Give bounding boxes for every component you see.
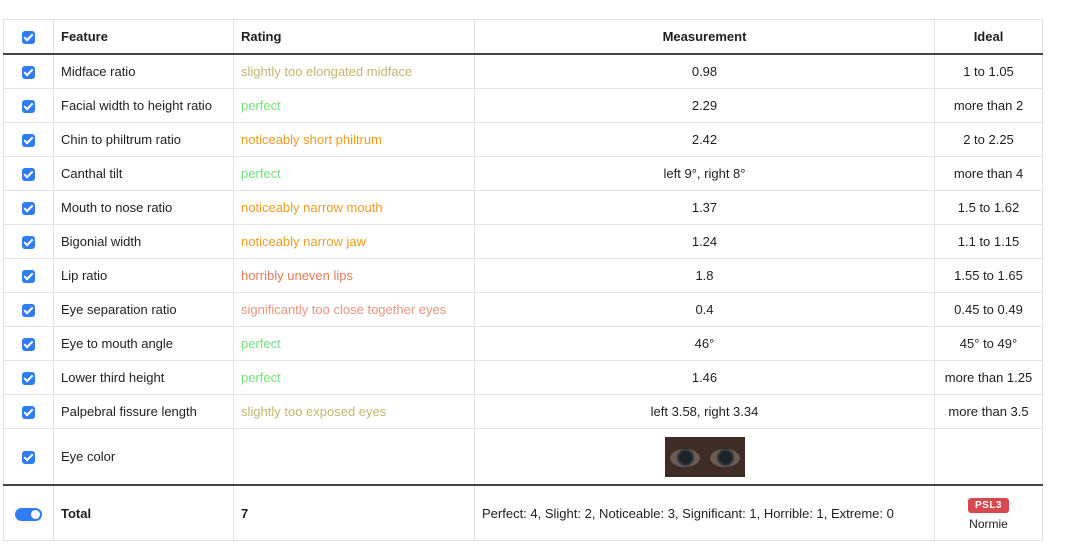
row-checkbox[interactable] [22,451,35,464]
ideal-cell [935,429,1043,486]
row-checkbox[interactable] [22,202,35,215]
row-checkbox-cell [4,54,54,89]
ideal-cell: 1 to 1.05 [935,54,1043,89]
measurement-cell: 2.42 [475,123,935,157]
feature-cell: Lower third height [54,361,234,395]
feature-cell: Facial width to height ratio [54,89,234,123]
rating-cell: perfect [234,361,475,395]
select-all-cell [4,20,54,55]
measurement-cell [475,429,935,486]
row-checkbox[interactable] [22,134,35,147]
header-feature[interactable]: Feature [54,20,234,55]
feature-cell: Lip ratio [54,259,234,293]
feature-table-container [3,19,1042,541]
measurement-cell: 2.29 [475,89,935,123]
row-checkbox-cell [4,89,54,123]
table-row [4,259,1043,293]
total-label: Total [54,485,234,541]
table-row [4,225,1043,259]
ideal-cell: more than 2 [935,89,1043,123]
table-header-row [4,20,1043,55]
table-row [4,157,1043,191]
row-checkbox-cell [4,225,54,259]
total-toggle-cell [4,485,54,541]
right-eye-image [705,437,745,477]
select-all-checkbox[interactable] [22,31,35,44]
rating-cell: slightly too elongated midface [234,54,475,89]
measurement-cell: 1.8 [475,259,935,293]
measurement-cell: 46° [475,327,935,361]
row-checkbox-cell [4,293,54,327]
row-checkbox[interactable] [22,304,35,317]
header-measurement[interactable]: Measurement [475,20,935,55]
row-checkbox[interactable] [22,236,35,249]
feature-cell: Chin to philtrum ratio [54,123,234,157]
row-checkbox-cell [4,395,54,429]
total-score: 7 [234,485,475,541]
measurement-cell: 1.24 [475,225,935,259]
rating-cell: noticeably narrow mouth [234,191,475,225]
table-row [4,54,1043,89]
header-ideal[interactable]: Ideal [935,20,1043,55]
row-checkbox[interactable] [22,168,35,181]
row-checkbox-cell [4,327,54,361]
rating-cell: perfect [234,89,475,123]
total-toggle[interactable] [15,508,42,521]
ideal-cell: 2 to 2.25 [935,123,1043,157]
feature-cell: Palpebral fissure length [54,395,234,429]
row-checkbox-cell [4,429,54,486]
measurement-cell: left 3.58, right 3.34 [475,395,935,429]
feature-cell: Eye to mouth angle [54,327,234,361]
measurement-cell: left 9°, right 8° [475,157,935,191]
row-checkbox-cell [4,361,54,395]
measurement-cell: 1.37 [475,191,935,225]
ideal-cell: more than 4 [935,157,1043,191]
rating-cell: perfect [234,327,475,361]
rating-cell: slightly too exposed eyes [234,395,475,429]
ideal-cell: 45° to 49° [935,327,1043,361]
ideal-cell: 1.55 to 1.65 [935,259,1043,293]
tier-label: Normie [969,516,1008,531]
row-checkbox[interactable] [22,100,35,113]
rating-cell: noticeably narrow jaw [234,225,475,259]
row-checkbox-cell [4,123,54,157]
table-row [4,191,1043,225]
ideal-cell: 1.1 to 1.15 [935,225,1043,259]
rating-cell [234,429,475,486]
psl-badge: PSL3 [968,498,1009,513]
ideal-cell: more than 1.25 [935,361,1043,395]
feature-cell: Bigonial width [54,225,234,259]
row-checkbox-cell [4,259,54,293]
feature-cell: Midface ratio [54,54,234,89]
row-checkbox-cell [4,191,54,225]
table-row-eye-color [4,429,1043,486]
table-row [4,395,1043,429]
table-row [4,361,1043,395]
row-checkbox[interactable] [22,372,35,385]
feature-cell: Mouth to nose ratio [54,191,234,225]
table-row [4,293,1043,327]
feature-cell: Eye separation ratio [54,293,234,327]
ideal-cell: 1.5 to 1.62 [935,191,1043,225]
left-eye-image [665,437,705,477]
row-checkbox[interactable] [22,66,35,79]
measurement-cell: 0.4 [475,293,935,327]
rating-cell: significantly too close together eyes [234,293,475,327]
feature-cell: Canthal tilt [54,157,234,191]
table-row [4,327,1043,361]
header-rating[interactable]: Rating [234,20,475,55]
rating-cell: horribly uneven lips [234,259,475,293]
feature-cell: Eye color [54,429,234,486]
ideal-cell: more than 3.5 [935,395,1043,429]
measurement-cell: 0.98 [475,54,935,89]
measurement-cell: 1.46 [475,361,935,395]
total-summary: Perfect: 4, Slight: 2, Noticeable: 3, Significant: 1, Horrible: 1, Extreme: 0 [475,485,935,541]
rating-cell: noticeably short philtrum [234,123,475,157]
table-row [4,123,1043,157]
table-row [4,89,1043,123]
row-checkbox[interactable] [22,270,35,283]
rating-cell: perfect [234,157,475,191]
row-checkbox[interactable] [22,338,35,351]
feature-rating-table [3,19,1043,541]
ideal-cell: 0.45 to 0.49 [935,293,1043,327]
row-checkbox-cell [4,157,54,191]
total-row [4,485,1043,541]
eye-photo [665,437,745,477]
row-checkbox[interactable] [22,406,35,419]
psl-cell [935,485,1043,541]
